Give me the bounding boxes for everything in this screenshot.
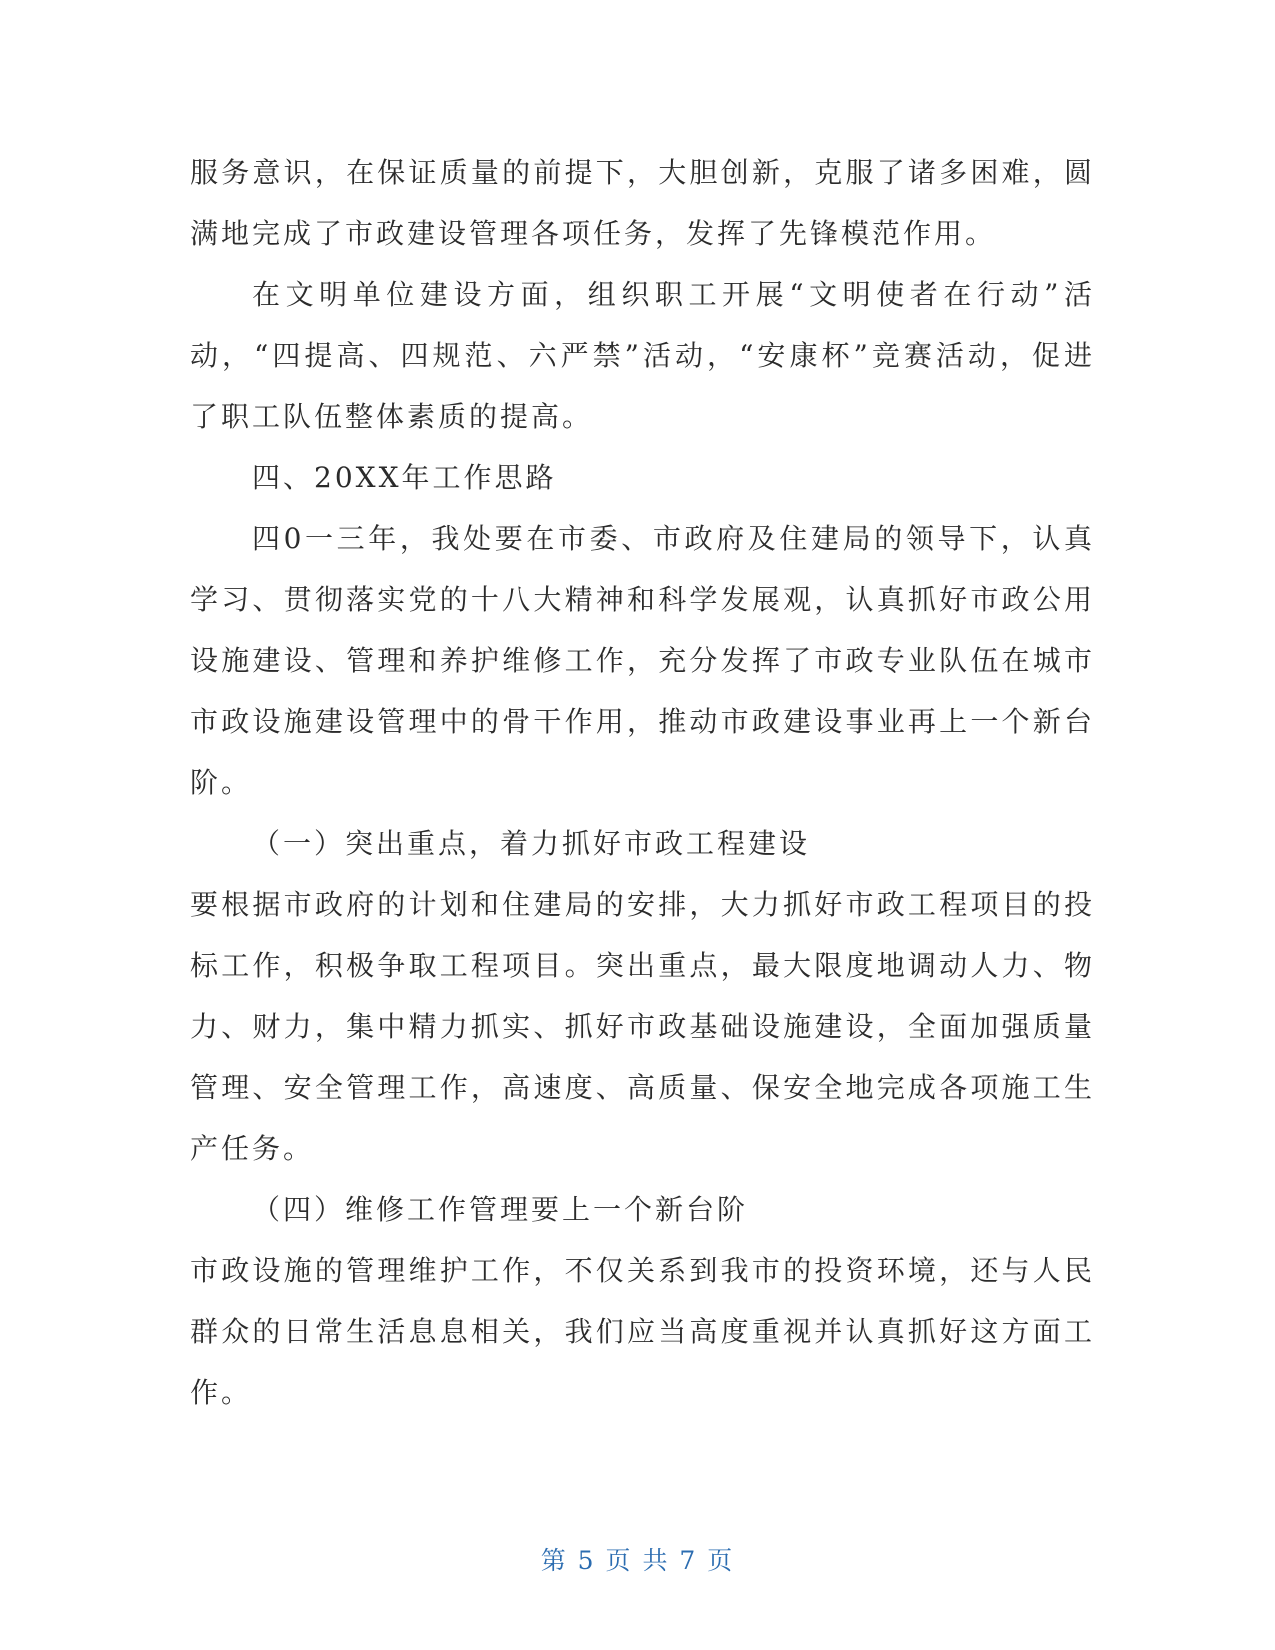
page-footer xyxy=(0,1541,1275,1577)
section-heading-work-plan: 四、20XX年工作思路 xyxy=(252,461,557,494)
subheading-maintenance: （四）维修工作管理要上一个新台阶 xyxy=(252,1193,749,1226)
paragraph-engineering: 要根据市政府的计划和住建局的安排，大力抓好市政工程项目的投标工作，积极争取工程项目。突出重点，最大限度地调动人力、物力、财力，集中精力抓实、抓好市政基础设施建设，全面加强质量管理、安全管理工作，高速度、高质量、保安全地完成各项施工生产任务。 xyxy=(190,888,1095,1165)
page-number-label: 第 5 页 共 7 页 xyxy=(540,1546,735,1575)
subheading-engineering: （一）突出重点，着力抓好市政工程建设 xyxy=(252,827,811,860)
paragraph-service-awareness: 服务意识，在保证质量的前提下，大胆创新，克服了诸多困难，圆满地完成了市政建设管理各项任务，发挥了先锋模范作用。 xyxy=(190,156,1095,250)
document-body xyxy=(190,142,1095,1423)
paragraph-civilization-unit: 在文明单位建设方面，组织职工开展“文明使者在行动”活动，“四提高、四规范、六严禁”活动，“安康杯”竞赛活动，促进了职工队伍整体素质的提高。 xyxy=(190,278,1095,433)
paragraph-maintenance: 市政设施的管理维护工作，不仅关系到我市的投资环境，还与人民群众的日常生活息息相关，我们应当高度重视并认真抓好这方面工作。 xyxy=(190,1254,1095,1409)
paragraph-work-plan: 四0一三年，我处要在市委、市政府及住建局的领导下，认真学习、贯彻落实党的十八大精神和科学发展观，认真抓好市政公用设施建设、管理和养护维修工作，充分发挥了市政专业队伍在城市市政设施建设管理中的骨干作用，推动市政建设事业再上一个新台阶。 xyxy=(190,522,1095,799)
